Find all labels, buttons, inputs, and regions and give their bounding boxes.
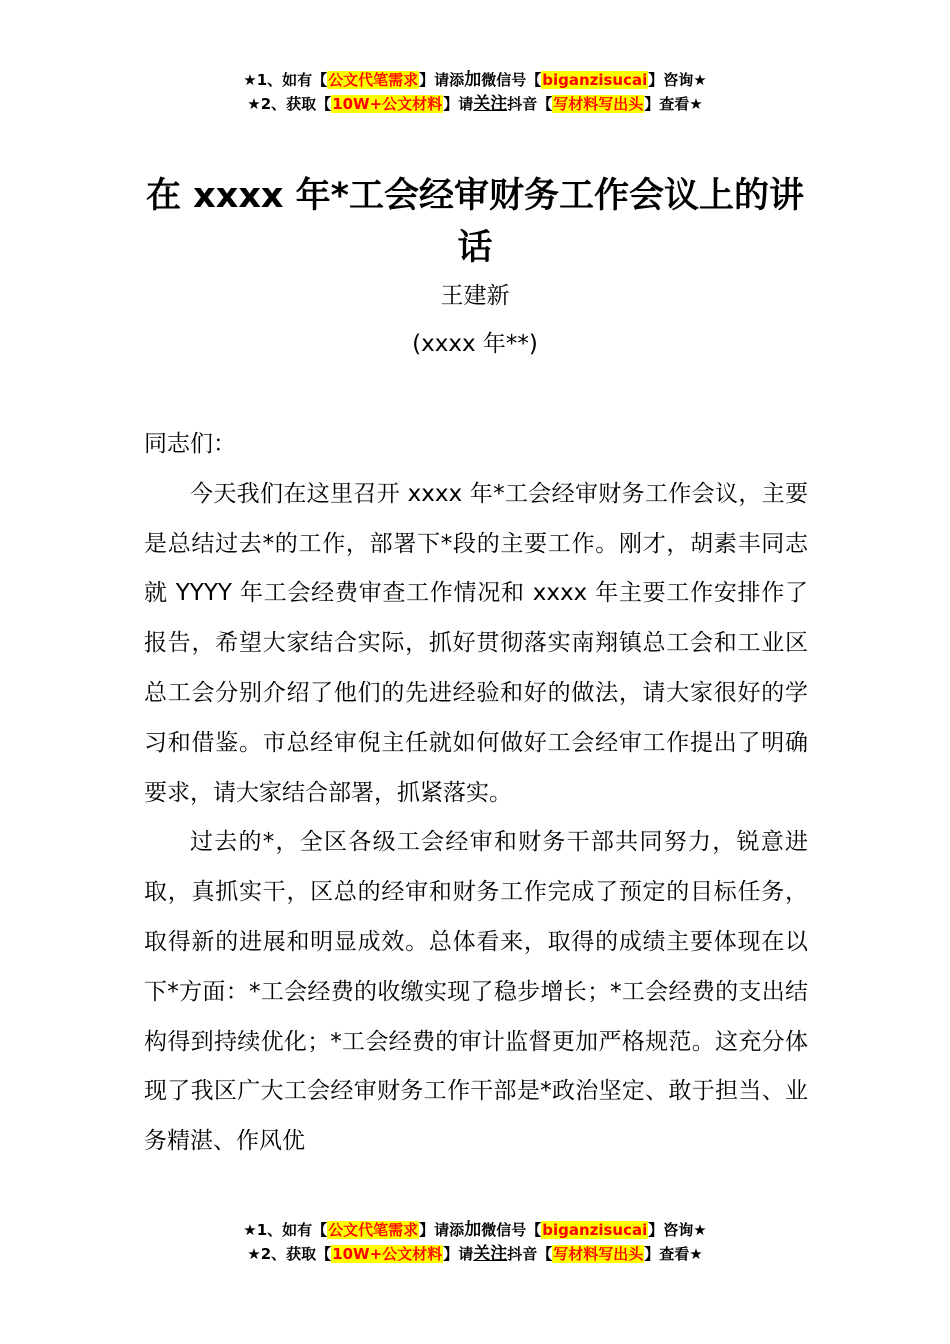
promo-text: 】查看★ [644,1245,703,1263]
promo-text: 关注 [473,94,508,114]
promo-highlight: biganzisucai [542,71,648,89]
promo-line-2 [0,92,950,116]
document-title: 在 xxxx 年*工会经审财务工作会议上的讲话 [146,176,804,268]
promo-text: 关注 [473,1244,508,1264]
salutation: 同志们： [144,431,236,457]
promo-text: 抖音【 [507,95,553,113]
promo-text: 】咨询★ [648,1221,707,1239]
promo-text: 】请添 [419,1221,465,1239]
promo-text: 加 [464,70,482,90]
promo-text: 】请 [443,1245,474,1263]
promo-highlight: 10W+公文材料 [332,1245,443,1263]
promo-highlight: 写材料写出头 [553,95,644,113]
promo-header [0,68,950,116]
promo-highlight: 公文代笔需求 [328,71,419,89]
promo-highlight: 写材料写出头 [553,1245,644,1263]
paragraph: 过去的*，全区各级工会经审和财务干部共同努力，锐意进取，真抓实干，区总的经审和财务工作完成了预定的目标任务，取得新的进展和明显成效。总体看来，取得的成绩主要体现在以下*方面：*工会经费的收缴实现了稳步增长；*工会经费的支出结构得到持续优化；*工会经费的审计监督更加严格规范。这充分体现了我区广大工会经审财务工作干部是*政治坚定、敢于担当、业务精湛、作风优 [144,829,808,1155]
document-date: (xxxx 年**) [412,331,538,357]
document-author: 王建新 [440,283,510,309]
promo-text: 抖音【 [507,1245,553,1263]
promo-line-1 [0,68,950,92]
promo-text: ★1、如有【 [243,71,328,89]
promo-text: 】请 [443,95,474,113]
promo-text: 加 [464,1220,482,1240]
promo-text: 】咨询★ [648,71,707,89]
promo-highlight: 10W+公文材料 [332,95,443,113]
promo-highlight: biganzisucai [542,1221,648,1239]
promo-text: 】请添 [419,71,465,89]
promo-text: 微信号【 [481,71,542,89]
promo-text: 】查看★ [644,95,703,113]
promo-text: ★1、如有【 [243,1221,328,1239]
promo-footer [0,1218,950,1266]
promo-highlight: 公文代笔需求 [328,1221,419,1239]
promo-text: ★2、获取【 [247,95,332,113]
promo-text: ★2、获取【 [247,1245,332,1263]
paragraph: 今天我们在这里召开 xxxx 年*工会经审财务工作会议，主要是总结过去*的工作，部署下*段的主要工作。刚才，胡素丰同志就 YYYY 年工会经费审查工作情况和 xxxx 年主要工作安排作了报告，希望大家结合实际，抓好贯彻落实南翔镇总工会和工业区总工会分别介绍了他们的先进经验和好的做法，请大家很好的学习和借鉴。市总经审倪主任就如何做好工会经审工作提出了明确要求，请大家结合部署，抓紧落实。 [144,480,808,806]
document-body [144,420,808,1167]
promo-text: 微信号【 [481,1221,542,1239]
promo-line-1 [0,1218,950,1242]
promo-line-2 [0,1242,950,1266]
